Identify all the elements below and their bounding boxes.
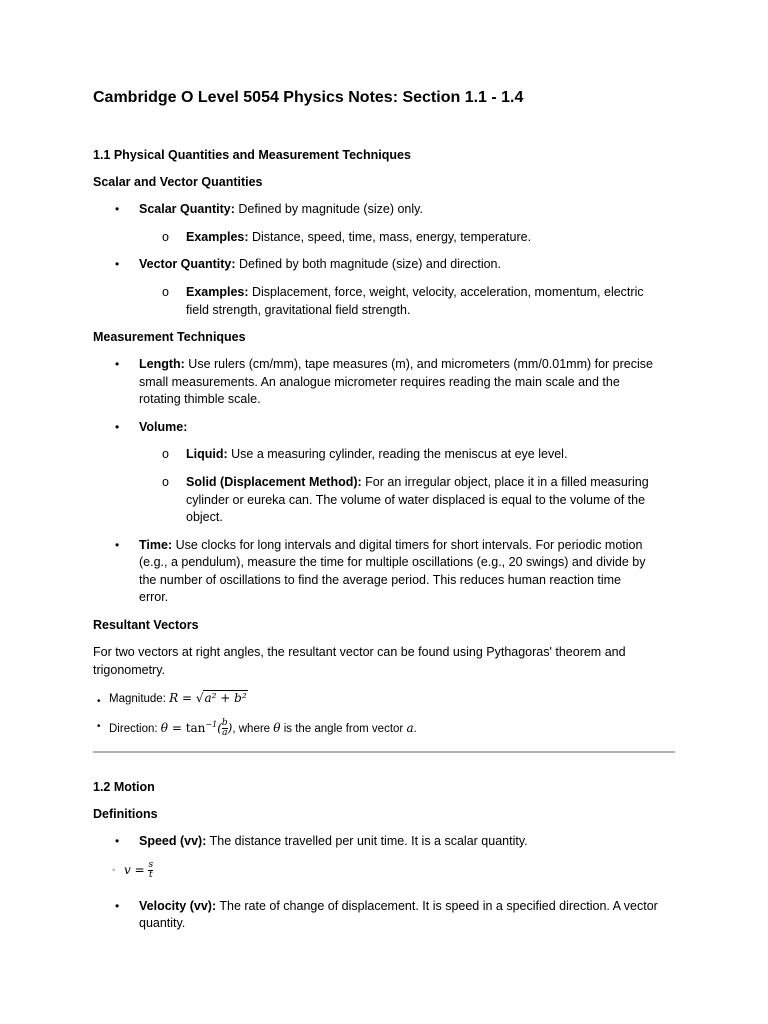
vector-examples-line1: Displacement, force, weight, velocity, acceleration, momentum, electric: [248, 285, 644, 299]
scalar-quantity-item: [139, 201, 423, 219]
bullet-disc: •: [115, 834, 120, 848]
bullet-circle: o: [162, 447, 169, 461]
direction-formula: Direction: $\theta = \tan^{-1}$( $\frac{b}{a}$ ), where θ is the angle from vector a.: [109, 718, 417, 738]
liquid-text: Use a measuring cylinder, reading the meniscus at eye level.: [227, 447, 568, 461]
time-item: [139, 537, 642, 555]
bullet-circle: o: [162, 285, 169, 299]
bullet-disc: •: [115, 420, 120, 434]
vector-text: Defined by both magnitude (size) and direction.: [235, 257, 501, 271]
measurement-heading: Measurement Techniques: [93, 330, 246, 344]
time-line2: (e.g., a pendulum), measure the time for multiple oscillations (e.g., 20 swings) and divide by: [139, 555, 646, 569]
magnitude-equation: R = √a² + b²: [169, 691, 247, 705]
solid-item: [186, 474, 649, 492]
definitions-heading: Definitions: [93, 807, 158, 821]
velocity-item: [139, 898, 658, 916]
scalar-label: Scalar Quantity:: [139, 202, 235, 216]
scalar-text: Defined by magnitude (size) only.: [234, 202, 423, 216]
vector-examples-item: [186, 284, 644, 302]
resultant-heading: Resultant Vectors: [93, 618, 199, 632]
vector-quantity-item: [139, 256, 501, 274]
horizontal-divider: [93, 751, 675, 753]
solid-line2: cylinder or eureka can. The volume of water displaced is equal to the volume of the: [186, 493, 646, 507]
velocity-line2: quantity.: [139, 916, 186, 930]
document-title: Cambridge O Level 5054 Physics Notes: Section 1.1 - 1.4: [93, 89, 524, 106]
solid-line3: object.: [186, 510, 223, 524]
time-label: Time:: [139, 538, 173, 552]
speed-item: [139, 833, 528, 851]
magnitude-label: Magnitude:: [109, 693, 170, 705]
liquid-label: Liquid:: [186, 447, 228, 461]
vector-examples-line2: field strength, gravitational field strength.: [186, 303, 411, 317]
length-line2: small measurements. An analogue micrometer requires reading the main scale and the: [139, 375, 620, 389]
bullet-circle: o: [162, 475, 169, 489]
bullet-disc: •: [115, 899, 120, 913]
bullet-small-disc: •: [97, 721, 101, 732]
length-label: Length:: [139, 357, 185, 371]
speed-label: Speed (vv):: [139, 834, 207, 848]
length-line3: rotating thimble scale.: [139, 392, 261, 406]
solid-line1: For an irregular object, place it in a filled measuring: [361, 475, 649, 489]
bullet-small-circle: ◦: [112, 865, 116, 876]
bullet-disc: •: [115, 357, 120, 371]
magnitude-formula: [109, 690, 248, 709]
scalar-examples-item: [186, 229, 531, 247]
resultant-line2: trigonometry.: [93, 663, 166, 677]
speed-formula: v = $\frac{s}{t}$: [124, 860, 154, 880]
velocity-label: Velocity (vv):: [139, 899, 217, 913]
bullet-disc: •: [115, 202, 120, 216]
scalar-examples-label: Examples:: [186, 230, 249, 244]
time-line1: Use clocks for long intervals and digital timers for short intervals. For periodic motion: [172, 538, 643, 552]
resultant-line1: For two vectors at right angles, the resultant vector can be found using Pythagoras' theorem and: [93, 645, 626, 659]
length-item: [139, 356, 653, 374]
scalar-vector-heading: Scalar and Vector Quantities: [93, 175, 263, 189]
bullet-small-disc: •: [97, 696, 101, 707]
section-1-1-heading: 1.1 Physical Quantities and Measurement Techniques: [93, 148, 411, 162]
section-1-2-heading: 1.2 Motion: [93, 780, 155, 794]
speed-text: The distance travelled per unit time. It is a scalar quantity.: [206, 834, 528, 848]
length-line1: Use rulers (cm/mm), tape measures (m), and micrometers (mm/0.01mm) for precise: [184, 357, 653, 371]
direction-equation: $\theta = \tan^{-1}$( $\frac{b}{a}$ ): [160, 718, 233, 738]
liquid-item: [186, 446, 567, 464]
volume-label: Volume:: [139, 420, 188, 434]
bullet-circle: o: [162, 230, 169, 244]
vector-label: Vector Quantity:: [139, 257, 236, 271]
time-line3: the number of oscillations to find the average period. This reduces human reaction time: [139, 573, 621, 587]
bullet-disc: •: [115, 538, 120, 552]
solid-label: Solid (Displacement Method):: [186, 475, 362, 489]
direction-label: Direction:: [109, 723, 161, 735]
direction-suffix: , where: [232, 723, 274, 735]
vector-examples-label: Examples:: [186, 285, 249, 299]
velocity-line1: The rate of change of displacement. It is speed in a specified direction. A vector: [216, 899, 658, 913]
scalar-examples-text: Distance, speed, time, mass, energy, temperature.: [248, 230, 532, 244]
time-line4: error.: [139, 590, 169, 604]
bullet-disc: •: [115, 257, 120, 271]
direction-suffix2: is the angle from vector: [280, 723, 407, 735]
